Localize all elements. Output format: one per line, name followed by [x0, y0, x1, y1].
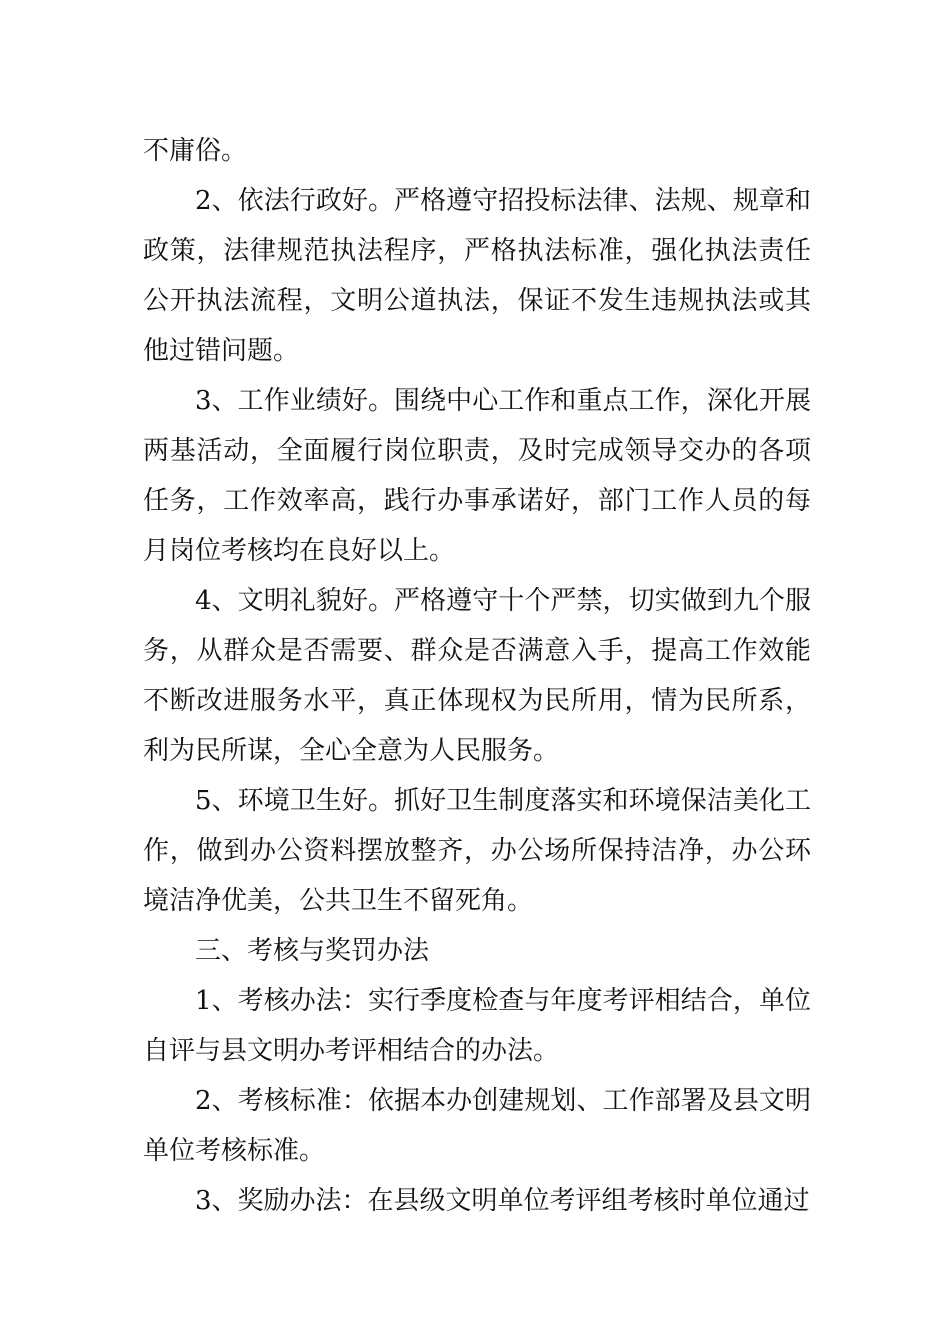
- document-body: [143, 126, 811, 1226]
- paragraph-assessment-standard: 2、考核标准：依据本办创建规划、工作部署及县文明单位考核标准。: [143, 1086, 811, 1166]
- paragraph-work-performance: 3、工作业绩好。围绕中心工作和重点工作，深化开展两基活动，全面履行岗位职责，及时完成领导交办的各项任务，工作效率高，践行办事承诺好，部门工作人员的每月岗位考核均在良好以上。: [143, 386, 811, 566]
- paragraph-civility: 4、文明礼貌好。严格遵守十个严禁，切实做到九个服务，从群众是否需要、群众是否满意入手，提高工作效能不断改进服务水平，真正体现权为民所用，情为民所系，利为民所谋，全心全意为人民服务。: [143, 586, 811, 766]
- paragraph-law-enforcement: 2、依法行政好。严格遵守招投标法律、法规、规章和政策，法律规范执法程序，严格执法标准，强化执法责任公开执法流程，文明公道执法，保证不发生违规执法或其他过错问题。: [143, 186, 811, 366]
- paragraph-continuation: 不庸俗。: [143, 136, 248, 166]
- paragraph-environment: 5、环境卫生好。抓好卫生制度落实和环境保洁美化工作，做到办公资料摆放整齐，办公场所保持洁净，办公环境洁净优美，公共卫生不留死角。: [143, 786, 811, 916]
- section-heading-assessment: 三、考核与奖罚办法: [195, 936, 430, 966]
- paragraph-assessment-method: 1、考核办法：实行季度检查与年度考评相结合，单位自评与县文明办考评相结合的办法。: [143, 986, 811, 1066]
- paragraph-reward-method: 3、奖励办法：在县级文明单位考评组考核时单位通过: [195, 1186, 810, 1216]
